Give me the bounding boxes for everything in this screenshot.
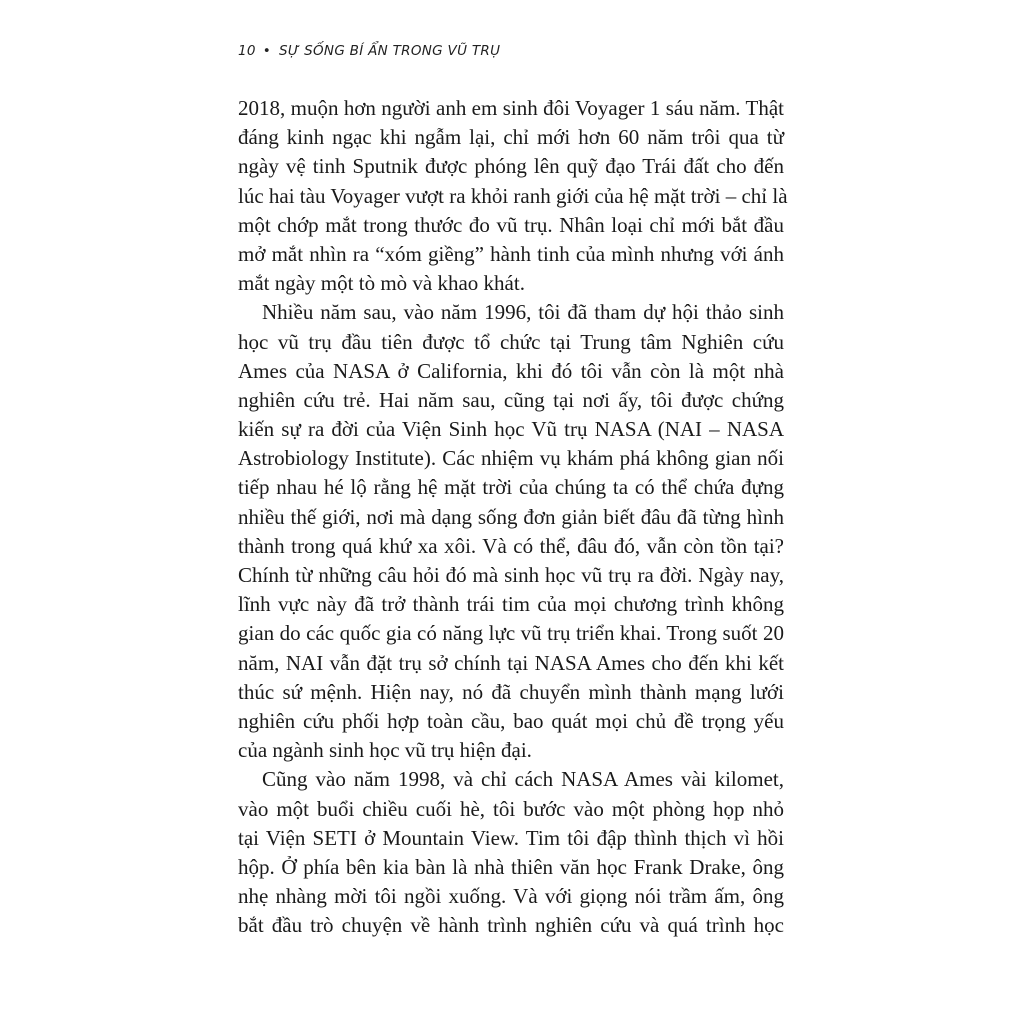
text-line: vào một buổi chiều cuối hè, tôi bước vào một phòng họp nhỏ	[238, 796, 784, 821]
text-line: một chớp mắt trong thước đo vũ trụ. Nhân loại chỉ mới bắt đầu	[238, 212, 784, 237]
text-line: nhẹ nhàng mời tôi ngồi xuống. Và với giọng nói trầm ấm, ông	[238, 884, 784, 909]
text-line: đáng kinh ngạc khi ngẫm lại, chỉ mới hơn 60 năm trôi qua từ	[238, 125, 784, 150]
text-line: nghiên cứu phối hợp toàn cầu, bao quát mọi chủ đề trọng yếu	[238, 708, 784, 733]
text-line: Chính từ những câu hỏi đó mà sinh học vũ trụ ra đời. Ngày nay,	[238, 563, 784, 587]
paragraph	[238, 94, 788, 298]
text-line: Ames của NASA ở California, khi đó tôi vẫn còn là một nhà	[238, 358, 784, 383]
text-line: kiến sự ra đời của Viện Sinh học Vũ trụ NASA (NAI – NASA	[238, 417, 784, 442]
text-line: thành trong quá khứ xa xôi. Và có thể, đâu đó, vẫn còn tồn tại?	[238, 533, 784, 558]
text-line: lúc hai tàu Voyager vượt ra khỏi ranh giới của hệ mặt trời – chỉ là	[238, 183, 788, 208]
text-line: 2018, muộn hơn người anh em sinh đôi Voyager 1 sáu năm. Thật	[238, 96, 784, 120]
text-line: gian do các quốc gia có năng lực vũ trụ triển khai. Trong suốt 20	[238, 621, 784, 646]
text-line: năm, NAI vẫn đặt trụ sở chính tại NASA Ames cho đến khi kết	[238, 650, 784, 675]
text-line: Astrobiology Institute). Các nhiệm vụ khám phá không gian nối	[238, 446, 784, 471]
text-line: lĩnh vực này đã trở thành trái tim của mọi chương trình không	[238, 592, 784, 617]
text-line: mắt ngày một tò mò và khao khát.	[238, 271, 525, 296]
text-line: Nhiều năm sau, vào năm 1996, tôi đã tham dự hội thảo sinh	[262, 300, 784, 325]
text-line: Cũng vào năm 1998, và chỉ cách NASA Ames vài kilomet,	[262, 767, 784, 792]
text-line: nghiên cứu trẻ. Hai năm sau, cũng tại nơi ấy, tôi được chứng	[238, 387, 784, 412]
chapter-title: SỰ SỐNG BÍ ẨN TRONG VŨ TRỤ	[279, 43, 501, 59]
paragraph	[238, 298, 784, 765]
header-bullet: •	[262, 43, 272, 59]
page-number: 10	[238, 43, 256, 59]
text-line: thúc sứ mệnh. Hiện nay, nó đã chuyển mình thành mạng lưới	[238, 679, 784, 704]
text-line: hộp. Ở phía bên kia bàn là nhà thiên văn học Frank Drake, ông	[238, 854, 784, 879]
text-line: nhiều thế giới, nơi mà dạng sống đơn giản biết đâu đã từng hình	[238, 504, 784, 529]
text-line: tại Viện SETI ở Mountain View. Tim tôi đập thình thịch vì hồi	[238, 825, 784, 850]
body-text	[238, 94, 788, 940]
running-header	[238, 43, 500, 59]
text-line: của ngành sinh học vũ trụ hiện đại.	[238, 738, 532, 763]
text-line: tiếp nhau hé lộ rằng hệ mặt trời của chúng ta có thể chứa đựng	[238, 475, 784, 500]
text-line: mở mắt nhìn ra “xóm giềng” hành tinh của mình nhưng với ánh	[238, 241, 784, 266]
text-line: ngày vệ tinh Sputnik được phóng lên quỹ đạo Trái đất cho đến	[238, 154, 784, 179]
paragraph	[238, 765, 784, 940]
text-line: bắt đầu trò chuyện về hành trình nghiên cứu và quá trình học	[238, 913, 784, 938]
text-line: học vũ trụ đầu tiên được tổ chức tại Trung tâm Nghiên cứu	[238, 329, 784, 354]
